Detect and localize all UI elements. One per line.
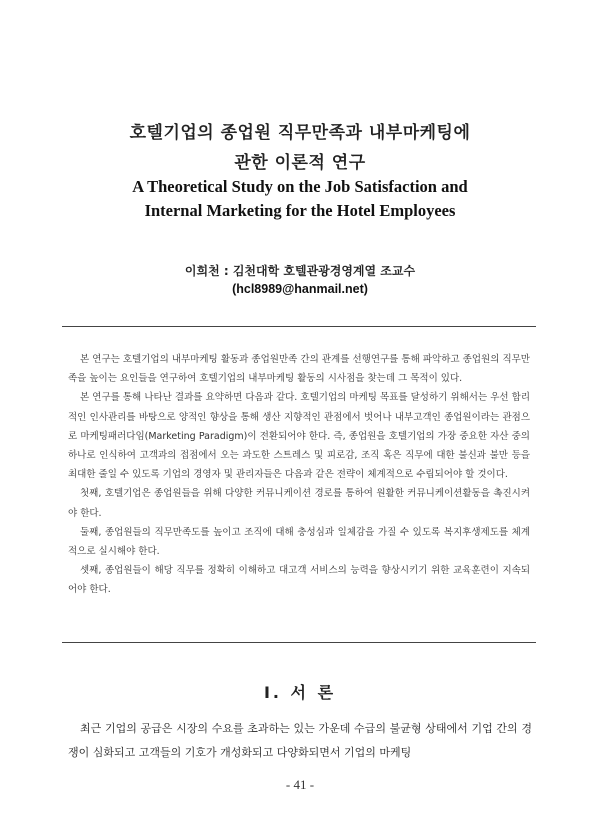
body-paragraph: 최근 기업의 공급은 시장의 수요를 초과하는 있는 가운데 수급의 불균형 상태에서 기업 간의 경쟁이 심화되고 고객들의 기호가 개성화되고 다양화되면서 기업의 마케팅 bbox=[68, 722, 532, 759]
korean-title-line-2: 관한 이론적 연구 bbox=[234, 153, 366, 173]
page-number: - 41 - bbox=[285, 777, 315, 792]
abstract-paragraph: 둘째, 종업원들의 직무만족도를 높이고 조직에 대해 충성심과 일체감을 가질 수 있도록 복지후생제도를 체계적으로 실시해야 한다. bbox=[68, 526, 530, 558]
abstract-paragraph: 본 연구를 통해 나타난 결과를 요약하면 다음과 같다. 호텔기업의 마케팅 목표를 달성하기 위해서는 우선 합리적인 인사관리를 바탕으로 양적인 향상을 통해 생산 지향적인 관점에서 벗어나 내부고객인 종업원이라는 관점으로 마케팅패러다임(Marketing Paradigm)이 전환되어야 한다. 즉, 종업원을 호텔기업의 가장 중요한 자산 중의 하나로 인식하여 고객과의 접점에서 오는 과도한 스트레스 및 피로감, 조직 혹은 직무에 대한 불신과 불만 등을 최대한 줄일 수 있도록 기업의 경영자 및 관리자들은 다음과 같은 전략이 체계적으로 수립되어야 할 것이다. bbox=[68, 392, 530, 481]
abstract-paragraph: 본 연구는 호텔기업의 내부마케팅 활동과 종업원만족 간의 관계를 선행연구를 통해 파악하고 종업원의 직무만족을 높이는 요인들을 연구하여 호텔기업의 내부마케팅 활동의 시사점을 찾는데 그 목적이 있다. bbox=[68, 354, 530, 385]
author-email: (hcl8989@hanmail.net) bbox=[232, 282, 368, 296]
author-affiliation: 이희천 : 김천대학 호텔관광경영계열 조교수 bbox=[184, 264, 416, 278]
abstract-paragraph: 셋째, 종업원들이 해당 직무를 정확히 이해하고 대고객 서비스의 능력을 향상시키기 위한 교육훈련이 지속되어야 한다. bbox=[68, 565, 530, 596]
abstract-top-rule bbox=[62, 326, 536, 327]
abstract bbox=[68, 350, 530, 600]
abstract-bottom-rule bbox=[62, 642, 536, 643]
english-title-line-1: A Theoretical Study on the Job Satisfaction and bbox=[132, 177, 468, 196]
body-text bbox=[68, 717, 532, 765]
korean-title-line-1: 호텔기업의 종업원 직무만족과 내부마케팅에 bbox=[129, 123, 471, 143]
abstract-paragraph: 첫째, 호텔기업은 종업원들을 위해 다양한 커뮤니케이션 경로를 통하여 원활한 커뮤니케이션활동을 촉진시켜야 한다. bbox=[68, 488, 530, 519]
english-title-line-2: Internal Marketing for the Hotel Employees bbox=[144, 201, 456, 220]
section-heading: Ⅰ. 서 론 bbox=[263, 683, 337, 702]
